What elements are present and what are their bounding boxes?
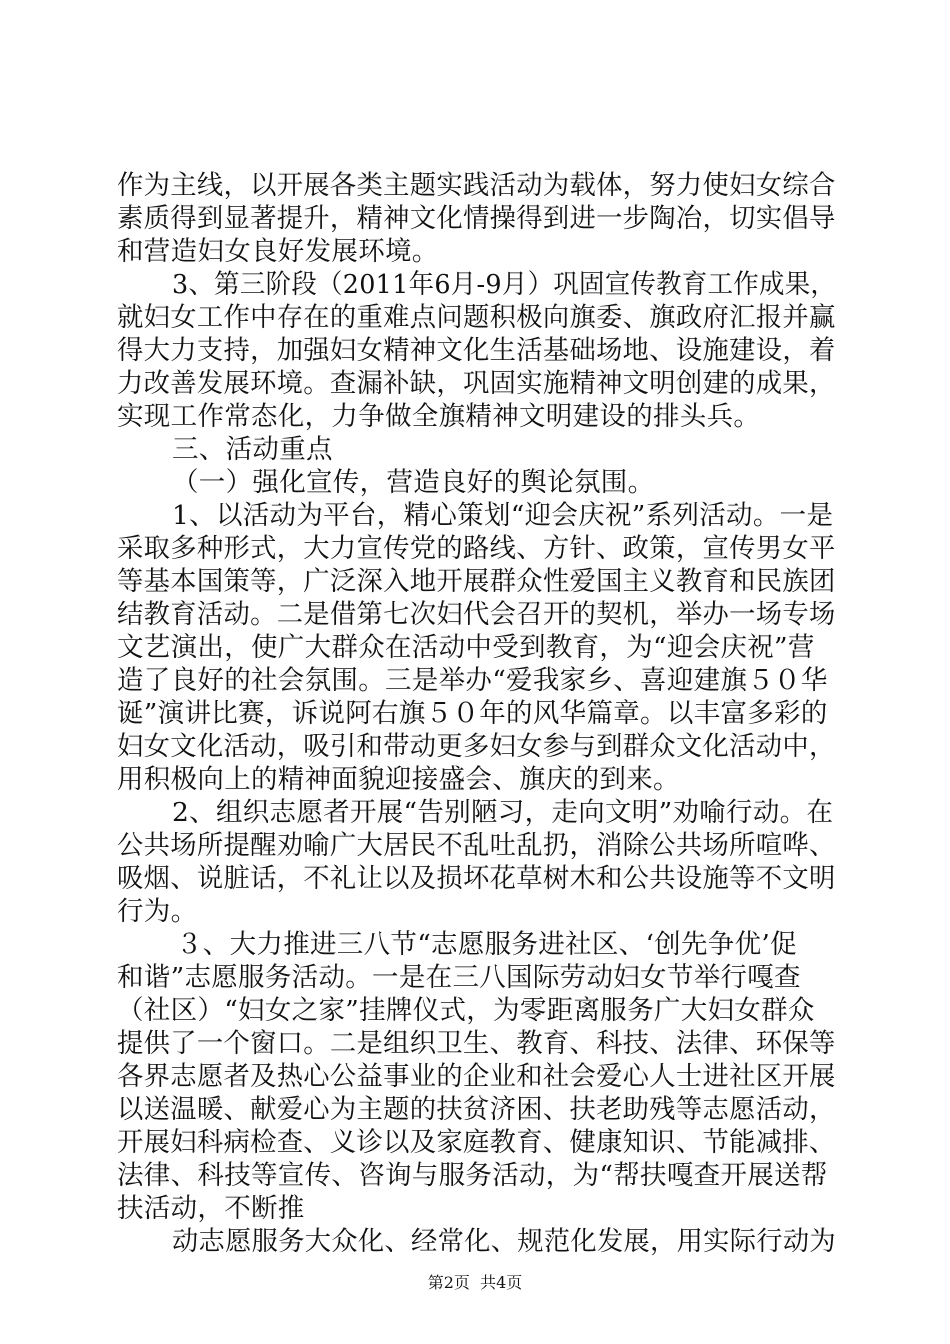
paragraph-line: 动志愿服务大众化、经常化、规范化发展，用实际行动为 [172,1226,836,1257]
paragraph-line: ３、大力推进三八节“志愿服务进社区、‘创先争优’促 [176,929,797,960]
paragraph-line: 妇女文化活动，吸引和带动更多妇女参与到群众文化活动中， [117,731,836,762]
paragraph-line: 法律、科技等宣传、咨询与服务活动，为“帮扶嘎查开展送帮 [117,1160,828,1191]
paragraph-line: 开展妇科病检查、义诊以及家庭教育、健康知识、节能减排、 [117,1127,836,1158]
paragraph-line: （社区）“妇女之家”挂牌仪式，为零距离服务广大妇女群众 [117,995,815,1026]
paragraph-line: 公共场所提醒劝喻广大居民不乱吐乱扔，消除公共场所喧哗、 [117,830,836,861]
paragraph-line: 结教育活动。二是借第七次妇代会召开的契机，举办一场专场 [117,599,836,630]
paragraph-line: 就妇女工作中存在的重难点问题积极向旗委、旗政府汇报并赢 [117,302,836,333]
paragraph-line: 得大力支持，加强妇女精神文化生活基础场地、设施建设，着 [117,335,836,366]
paragraph-line: 采取多种形式，大力宣传党的路线、方针、政策，宣传男女平 [117,533,836,564]
paragraph-line: 用积极向上的精神面貌迎接盛会、旗庆的到来。 [117,764,680,795]
paragraph-line: 诞”演讲比赛，诉说阿右旗５０年的风华篇章。以丰富多彩的 [117,698,828,729]
paragraph-line: 等基本国策等，广泛深入地开展群众性爱国主义教育和民族团 [117,566,836,597]
paragraph-line: 力改善发展环境。查漏补缺，巩固实施精神文明创建的成果， [117,368,836,399]
paragraph-line: 行为。 [117,896,198,927]
paragraph-line: 作为主线，以开展各类主题实践活动为载体，努力使妇女综合 [117,170,836,201]
paragraph-line: 2、组织志愿者开展“告别陋习，走向文明”劝喻行动。在 [172,797,834,828]
paragraph-line: 扶活动，不断推 [117,1193,305,1224]
paragraph-line: 3、第三阶段（2011年6月-9月）巩固宣传教育工作成果， [172,269,837,300]
paragraph-line: 1、以活动为平台，精心策划“迎会庆祝”系列活动。一是 [172,500,834,531]
section-heading: 三、活动重点 [172,434,333,465]
paragraph-line: 吸烟、说脏话，不礼让以及损坏花草树木和公共设施等不文明 [117,863,836,894]
paragraph-line: 和谐”志愿服务活动。一是在三八国际劳动妇女节举行嘎查 [117,962,801,993]
paragraph-line: 素质得到显著提升，精神文化情操得到进一步陶冶，切实倡导 [117,203,836,234]
paragraph-line: 文艺演出，使广大群众在活动中受到教育，为“迎会庆祝”营 [117,632,815,663]
page-number-footer: 第2页 共4页 [427,1273,523,1292]
paragraph-line: 实现工作常态化，力争做全旗精神文明建设的排头兵。 [117,401,761,432]
subsection-heading: （一）强化宣传，营造良好的舆论氛围。 [172,467,655,498]
paragraph-line: 以送温暖、献爱心为主题的扶贫济困、扶老助残等志愿活动， [117,1094,836,1125]
paragraph-line: 各界志愿者及热心公益事业的企业和社会爱心人士进社区开展 [117,1061,836,1092]
paragraph-line: 和营造妇女良好发展环境。 [117,236,439,267]
paragraph-line: 造了良好的社会氛围。三是举办“爱我家乡、喜迎建旗５０华 [117,665,828,696]
paragraph-line: 提供了一个窗口。二是组织卫生、教育、科技、法律、环保等 [117,1028,836,1059]
